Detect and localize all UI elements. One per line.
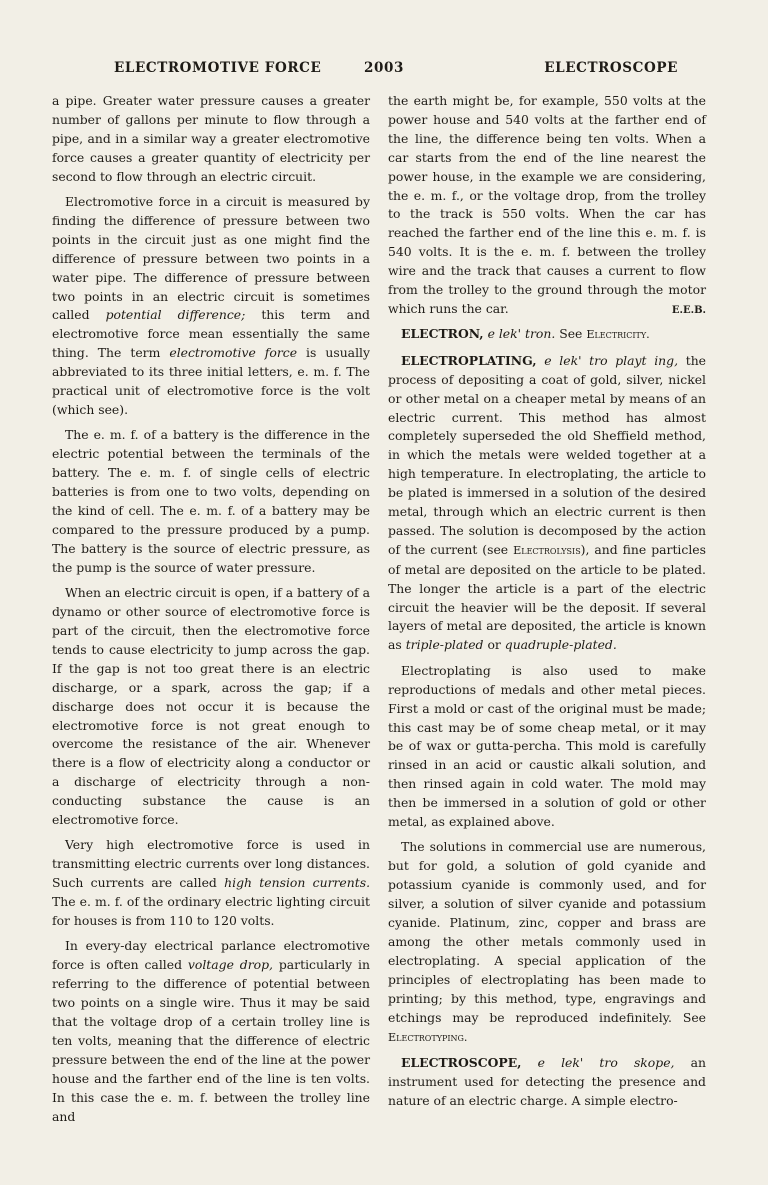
- pronunciation: e lek' tro playt ing,: [544, 352, 679, 368]
- pronunciation: e lek' tro skope,: [537, 1054, 675, 1070]
- entry-headword: ELECTROPLATING,: [401, 352, 537, 368]
- entry-headword: ELECTROSCOPE,: [401, 1054, 522, 1070]
- cross-reference: Electrotyping.: [388, 1030, 468, 1044]
- pronunciation: e lek' tron.: [487, 326, 556, 342]
- cross-reference: Electrolysis: [513, 543, 581, 557]
- paragraph: Very high electromotive force is used in transmitting electric currents over long distances. Such currents are called high tension currents. The e. m. f. of the ordinary electric lighting circuit for houses is from 110 to 120 volts.: [52, 837, 371, 929]
- cross-reference: Electricity.: [586, 328, 650, 342]
- entry-electroplating: ELECTROPLATING, e lek' tro playt ing, the process of depositing a coat of gold, silver, nickel or other metal on a cheaper metal by means of an electric current. This method has almost completely superseded the old Sheffield method, in which the metals were welded together at a high temperature. In electroplating, the article to be plated is immersed in a solution of the desired metal, through which an electric current is then passed. The solution is decomposed by the action of the current (see Electrolysis), and fine particles of metal are deposited on the article to be plated. The longer the article is a part of the electric circuit the heavier will be the deposit. If several layers of metal are deposited, the article is known as triple-plated or quadruple-plated.: [388, 352, 707, 653]
- paragraph: When an electric circuit is open, if a battery of a dynamo or other source of electromotive force is part of the circuit, then the electromotive force tends to cause electricity to jump across the gap. If the gap is not too great there is an electric discharge, or a spark, across the gap; if a discharge does not occur it is because the electromotive force is not great enough to overcome the resistance of the air. Whenever there is a flow of electricity along a conductor or a discharge of electricity through a non-conducting substance the cause is an electromotive force.: [52, 585, 370, 828]
- header-left-title: ELECTROMOTIVE FORCE: [114, 60, 322, 76]
- left-column: [52, 92, 370, 1133]
- paragraph: The solutions in commercial use are numerous, but for gold, a solution of gold cyanide and potassium cyanide is commonly used, and for silver, a solution of silver cyanide and potassium cyanide. Platinum, zinc, copper and brass are among the other metals commonly used in electroplating. A special application of the principles of electroplating has been made to printing; by this method, type, engravings and etchings may be reproduced indefinitely. See Electrotyping.: [388, 839, 706, 1044]
- right-column: [388, 92, 706, 1117]
- paragraph: In every-day electrical parlance electromotive force is often called voltage drop, particularly in referring to the difference of potential between two points on a single wire. Thus it may be said that the voltage drop of a certain trolley line is ten volts, meaning that the difference of electric pressure between the end of the line at the power house and the farther end of the line is ten volts. In this case the e. m. f. between the trolley line and: [52, 938, 370, 1124]
- running-header: [52, 60, 718, 82]
- author-initials: E.E.B.: [671, 304, 706, 316]
- entry-headword: ELECTRON,: [401, 326, 484, 342]
- entry-electroscope: ELECTROSCOPE, e lek' tro skope, an instrument used for detecting the presence and nature of an electric charge. A simple electro-: [388, 1054, 706, 1108]
- paragraph: a pipe. Greater water pressure causes a greater number of gallons per minute to flow through a pipe, and in a similar way a greater electromotive force causes a greater quantity of electricity per second to flow through an electric circuit.: [52, 93, 370, 184]
- paragraph: the earth might be, for example, 550 volts at the power house and 540 volts at the farther end of the line, the difference being ten volts. When a car starts from the end of the line nearest the power house, in the example we are considering, the e. m. f., or the voltage drop, from the trolley to the track is 550 volts. When the car has reached the farther end of the line this e. m. f. is 540 volts. It is the e. m. f. between the trolley wire and the track that causes a current to flow from the trolley to the ground through the motor which runs the car. E.E.B.: [388, 92, 706, 319]
- paragraph: Electromotive force in a circuit is measured by finding the difference of pressure between two points in the circuit just as one might find the difference of pressure between two points in a water pipe. The difference of pressure between two points in an electric circuit is sometimes called potential difference; this term and electromotive force mean essentially the same thing. The term electromotive force is usually abbreviated to its three initial letters, e. m. f. The practical unit of electromotive force is the volt (which see).: [52, 194, 370, 417]
- paragraph: The e. m. f. of a battery is the difference in the electric potential between the terminals of the battery. The e. m. f. of single cells of electric batteries is from one to two volts, depending on the kind of cell. The e. m. f. of a battery may be compared to the pressure produced by a pump. The battery is the source of electric pressure, as the pump is the source of water pressure.: [52, 427, 370, 575]
- paragraph: Electroplating is also used to make reproductions of medals and other metal pieces. First a mold or cast of the original must be made; this cast may be of some cheap metal, or it may be of wax or gutta-percha. This mold is carefully rinsed in an acid or caustic alkali solution, and then rinsed again in cold water. The mold may then be immersed in a solution of gold or other metal, as explained above.: [388, 662, 706, 830]
- entry-electron: ELECTRON, e lek' tron. See Electricity.: [401, 326, 650, 342]
- header-right-title: ELECTROSCOPE: [544, 60, 678, 76]
- page-number: 2003: [364, 60, 404, 76]
